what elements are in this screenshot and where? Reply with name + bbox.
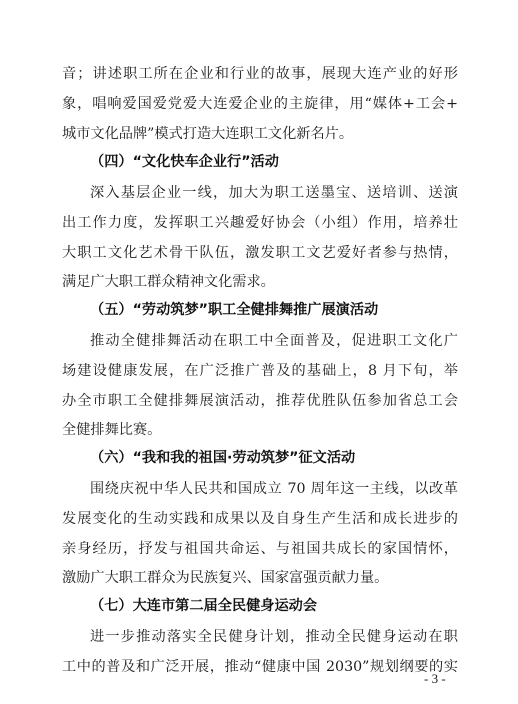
paragraph-line: 城市文化品牌”模式打造大连职工文化新名片。	[62, 126, 354, 142]
section-heading-4: （四）“文化快车企业行”活动	[90, 154, 279, 170]
paragraph-line: 全健排舞比赛。	[62, 422, 162, 438]
paragraph-line: 音；讲述职工所在企业和行业的故事，展现大连产业的好形	[62, 66, 458, 82]
paragraph-line: 场建设健康发展，在广泛推广普及的基础上，8 月下旬，举	[62, 363, 458, 379]
paragraph-line: 围绕庆祝中华人民共和国成立 70 周年这一主线，以改革	[90, 481, 458, 497]
paragraph-line: 亲身经历，抒发与祖国共命运、与祖国共成长的家国情怀，	[62, 541, 458, 557]
paragraph-line: 象，唱响爱国爱党爱大连爱企业的主旋律，用“媒体+工会+	[62, 96, 458, 112]
page-number: - 3 -	[424, 671, 446, 686]
paragraph-line: 激励广大职工群众为民族复兴、国家富强贡献力量。	[62, 570, 389, 586]
paragraph-line: 办全市职工全健排舞展演活动，推荐优胜队伍参加省总工会	[62, 393, 458, 409]
section-heading-6: （六）“我和我的祖国·劳动筑梦”征文活动	[90, 450, 356, 466]
paragraph-line: 深入基层企业一线，加大为职工送墨宝、送培训、送演	[90, 185, 458, 201]
paragraph-line: 大职工文化艺术骨干队伍，激发职工文艺爱好者参与热情，	[62, 245, 458, 261]
section-heading-5: （五）“劳动筑梦”职工全健排舞推广展演活动	[90, 302, 379, 318]
paragraph-line: 满足广大职工群众精神文化需求。	[62, 274, 275, 290]
section-heading-7: （七）大连市第二届全民健身运动会	[90, 598, 318, 614]
paragraph-line: 出工作力度，发挥职工兴趣爱好协会（小组）作用，培养壮	[62, 215, 458, 231]
paragraph-line: 工中的普及和广泛开展，推动“健康中国 2030”规划纲要的实	[62, 659, 458, 675]
paragraph-line: 进一步推动落实全民健身计划，推动全民健身运动在职	[90, 629, 458, 645]
paragraph-line: 发展变化的生动实践和成果以及自身生产生活和成长进步的	[62, 511, 458, 527]
paragraph-line: 推动全健排舞活动在职工中全面普及，促进职工文化广	[90, 333, 458, 349]
